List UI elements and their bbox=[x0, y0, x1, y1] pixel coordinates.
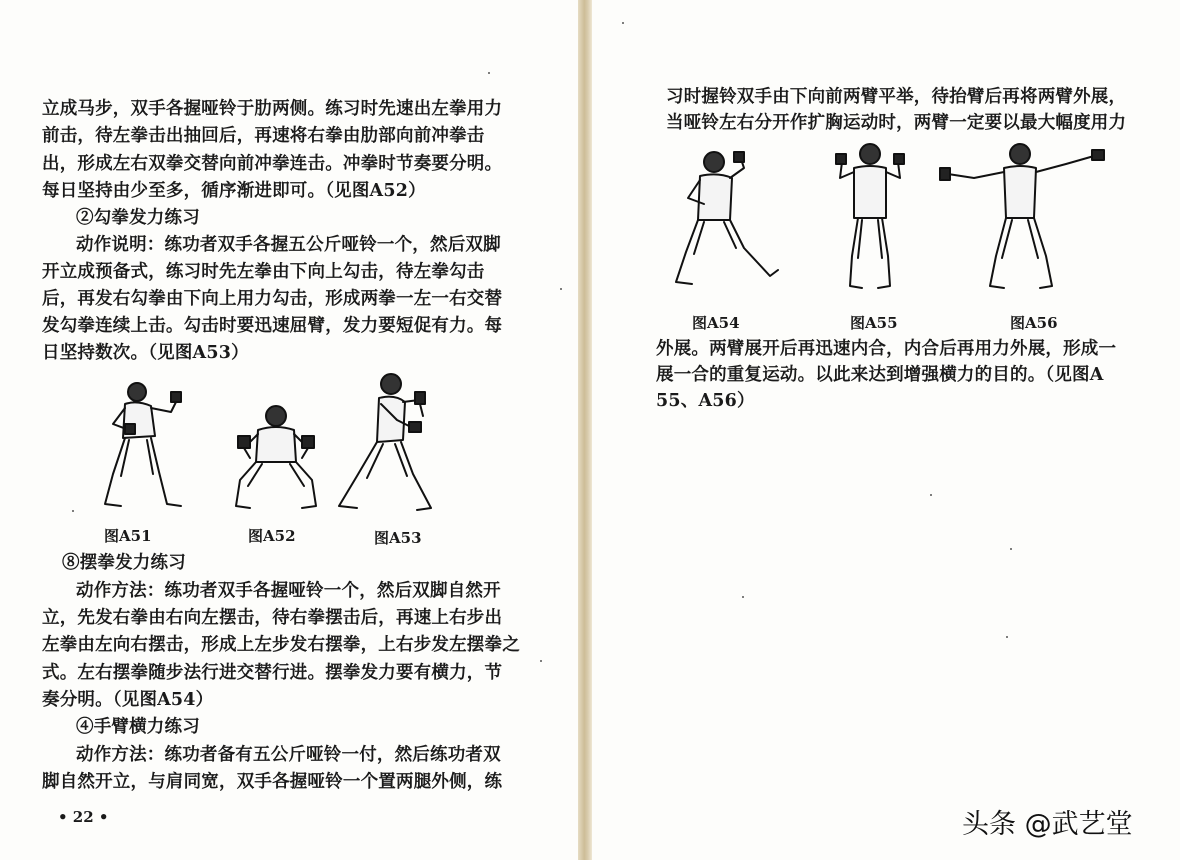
left-page bbox=[0, 0, 578, 860]
scan-speck bbox=[1006, 636, 1008, 638]
left-line-4: 每日坚持由少至多，循序渐进即可。（见图A52） bbox=[42, 181, 426, 201]
caption-a52: 图A52 bbox=[248, 527, 296, 545]
left-line-2: 前击，待左拳击出抽回后，再速将右拳由肋部向前冲拳击 bbox=[42, 126, 485, 146]
right-line-1: 习时握铃双手由下向前两臂平举，待抬臂后再将两臂外展， bbox=[666, 87, 1127, 107]
caption-a53: 图A53 bbox=[374, 529, 422, 547]
figure-a52-illustration bbox=[226, 398, 326, 514]
caption-a55: 图A55 bbox=[850, 314, 898, 332]
scan-speck bbox=[540, 660, 542, 662]
left-line-19: 脚自然开立，与肩同宽，双手各握哑铃一个置两腿外侧，练 bbox=[42, 772, 503, 792]
left-line-16: 奏分明。（见图A54） bbox=[42, 690, 214, 710]
left-line-14: 左拳由左向右摆击，形成上左步发右摆拳，上右步发左摆拳之 bbox=[42, 635, 520, 655]
left-line-6: 动作说明：练功者双手各握五公斤哑铃一个，然后双脚 bbox=[76, 235, 501, 255]
section-heading-arm-lateral: ④手臂横力练习 bbox=[76, 717, 200, 737]
scan-speck bbox=[488, 72, 490, 74]
left-line-7: 开立成预备式，练习时先左拳由下向上勾击，待左拳勾击 bbox=[42, 262, 485, 282]
section-heading-hook-punch: ②勾拳发力练习 bbox=[76, 208, 200, 228]
left-line-13: 立，先发右拳由右向左摆击，待右拳摆击后，再速上右步出 bbox=[42, 608, 503, 628]
section-heading-swing-punch: ⑧摆拳发力练习 bbox=[62, 553, 186, 573]
book-gutter bbox=[578, 0, 592, 860]
right-line-3: 外展。两臂展开后再迅速内合，内合后再用力外展，形成一 bbox=[656, 339, 1117, 359]
right-line-2: 当哑铃左右分开作扩胸运动时，两臂一定要以最大幅度用力 bbox=[666, 113, 1127, 133]
left-line-1: 立成马步，双手各握哑铃于肋两侧。练习时先速出左拳用力 bbox=[42, 99, 503, 119]
page-number: • 22 • bbox=[58, 808, 109, 826]
watermark: 头条 @武艺堂 bbox=[962, 809, 1133, 840]
right-line-4: 展一合的重复运动。以此来达到增强横力的目的。（见图A bbox=[656, 365, 1104, 385]
left-line-9: 发勾拳连续上击。勾击时要迅速屈臂，发力要短促有力。每 bbox=[42, 316, 503, 336]
caption-a56: 图A56 bbox=[1010, 314, 1058, 332]
figure-a53-illustration bbox=[333, 370, 443, 516]
right-line-5: 55、A56） bbox=[656, 391, 755, 411]
figure-a56-illustration bbox=[938, 138, 1108, 296]
left-line-12: 动作方法：练功者双手各握哑铃一个，然后双脚自然开 bbox=[76, 581, 501, 601]
right-page bbox=[592, 0, 1180, 860]
scan-speck bbox=[560, 288, 562, 290]
scan-speck bbox=[1010, 548, 1012, 550]
figure-a55-illustration bbox=[828, 138, 912, 296]
left-line-18: 动作方法：练功者备有五公斤哑铃一付，然后练功者双 bbox=[76, 745, 501, 765]
left-line-15: 式。左右摆拳随步法行进交替行进。摆拳发力要有横力，节 bbox=[42, 663, 503, 683]
figure-a51-illustration bbox=[95, 378, 195, 514]
left-line-8: 后，再发右勾拳由下向上用力勾击，形成两拳一左一右交替 bbox=[42, 289, 503, 309]
left-line-3: 出，形成左右双拳交替向前冲拳连击。冲拳时节奏要分明。 bbox=[42, 154, 503, 174]
caption-a51: 图A51 bbox=[104, 527, 152, 545]
figure-a54-illustration bbox=[674, 148, 784, 294]
scan-speck bbox=[742, 596, 744, 598]
left-line-10: 日坚持数次。（见图A53） bbox=[42, 343, 249, 363]
scan-speck bbox=[72, 510, 74, 512]
scan-speck bbox=[622, 22, 624, 24]
scan-speck bbox=[930, 494, 932, 496]
caption-a54: 图A54 bbox=[692, 314, 740, 332]
